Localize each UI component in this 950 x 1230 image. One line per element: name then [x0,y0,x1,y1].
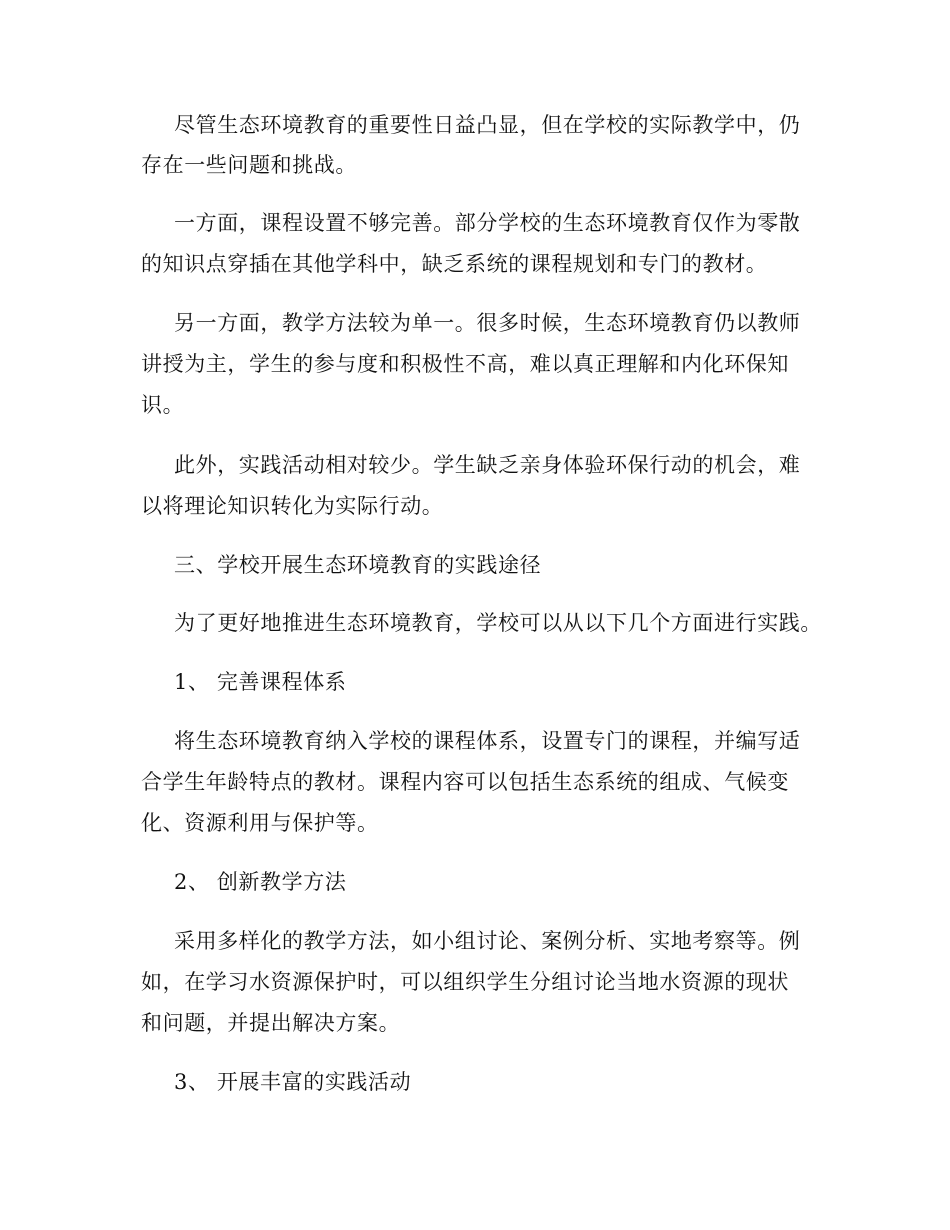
paragraph-5-line-1: 为了更好地推进生态环境教育，学校可以从以下几个方面进行实践。 [174,611,822,635]
subheading-1: 1、 完善课程体系 [174,670,347,694]
section-heading: 三、学校开展生态环境教育的实践途径 [174,553,542,577]
paragraph-2-line-1: 一方面，课程设置不够完善。部分学校的生态环境教育仅作为零散 [174,211,801,235]
subheading-2: 2、 创新教学方法 [174,870,347,894]
paragraph-4-line-2: 以将理论知识转化为实际行动。 [141,494,444,518]
paragraph-3-line-1: 另一方面，教学方法较为单一。很多时候，生态环境教育仍以教师 [174,311,801,335]
paragraph-6-line-2: 合学生年龄特点的教材。课程内容可以包括生态系统的组成、气候变 [141,770,789,794]
paragraph-1-line-2: 存在一些问题和挑战。 [141,153,357,177]
paragraph-7-line-1: 采用多样化的教学方法，如小组讨论、案例分析、实地考察等。例 [174,929,801,953]
subheading-3: 3、 开展丰富的实践活动 [174,1070,412,1094]
paragraph-2-line-2: 的知识点穿插在其他学科中，缺乏系统的课程规划和专门的教材。 [141,252,768,276]
paragraph-6-line-3: 化、资源利用与保护等。 [141,811,379,835]
paragraph-4-line-1: 此外，实践活动相对较少。学生缺乏亲身体验环保行动的机会，难 [174,453,801,477]
paragraph-7-line-2: 如，在学习水资源保护时，可以组织学生分组讨论当地水资源的现状 [141,970,789,994]
paragraph-3-line-3: 识。 [141,393,185,417]
paragraph-6-line-1: 将生态环境教育纳入学校的课程体系，设置专门的课程，并编写适 [174,729,801,753]
paragraph-7-line-3: 和问题，并提出解决方案。 [141,1011,401,1035]
paragraph-3-line-2: 讲授为主，学生的参与度和积极性不高，难以真正理解和内化环保知 [141,352,789,376]
paragraph-1-line-1: 尽管生态环境教育的重要性日益凸显，但在学校的实际教学中，仍 [174,113,801,137]
